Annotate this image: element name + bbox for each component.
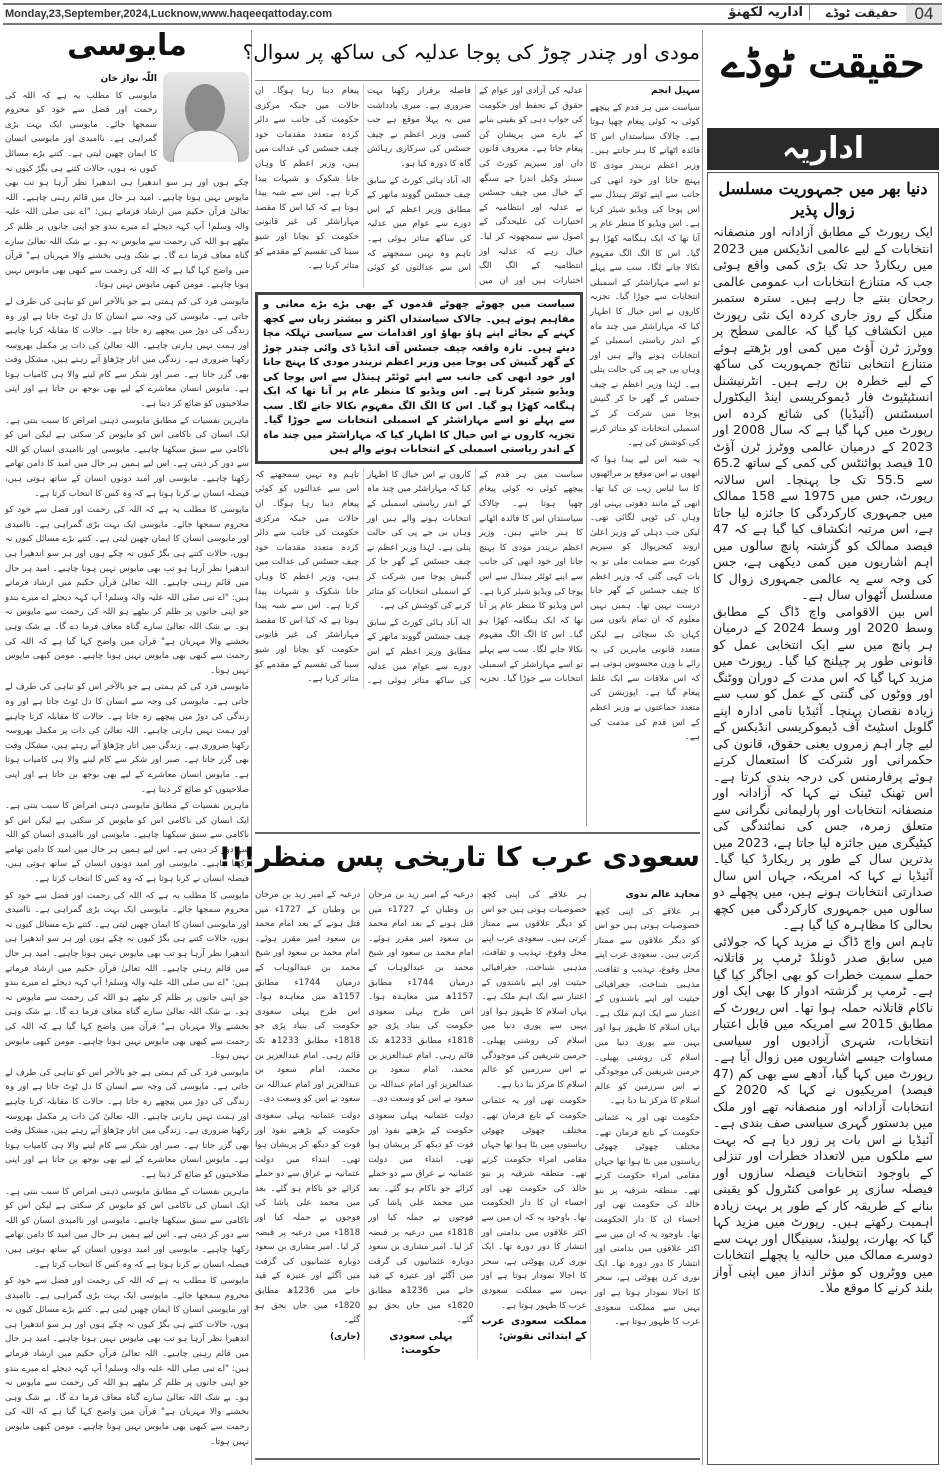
subheading: مملکت سعودی عرب کے ابتدائی نقوش: bbox=[481, 1316, 587, 1342]
section-title: اداریہ لکھنؤ bbox=[728, 5, 810, 20]
continued-label: (جاری) bbox=[330, 1331, 361, 1342]
newspaper-logo: حقیقت ٹوڈے bbox=[721, 40, 925, 87]
article-headline: مودی اور چندر چوڑ کی پوجا عدلیہ کی ساکھ پر سوال؟ bbox=[242, 40, 700, 64]
page-header bbox=[3, 3, 942, 25]
page-number: 04 bbox=[906, 5, 942, 23]
article-columns: عدلیہ کی آزادی اور عوام کے حقوق کے تحفظ اور حکومت کی جواب دہی کو یقینی بنانے کے بارے میں پریشان کن پیغام جاتا ہے۔ معروف قانون داں اور سپریم کورٹ کی سینئر وکیل اندرا جے سنگھ کے خیال میں چیف جسٹس نے عدلیہ اور انتظامیہ کے اختیارات کی علیحدگی کے اصول سے سمجھوتہ کر لیا۔ خیال رہے کہ عدلیہ اور انتظامیہ کے الگ الگ اختیارات ہیں اور ان میں فاصلہ برقرار رکھنا بہت ضروری ہے۔ میری یادداشت میں یہ پہلا موقع ہے جب کسی وزیر اعظم نے چیف جسٹس کی سرکاری رہائش گاہ کا دورہ کیا ہو۔ الہ آباد ہائی کورٹ کے سابق چیف جسٹس گووند ماتھر کے مطابق وزیر اعظم کے اس دورے سے عوام میں عدلیہ کی ساکھ متاثر ہوئی ہے۔ تاہم وہ نہیں سمجھتے کہ اس سے عدالتوں کو کوئی پیغام دینا رہا ہوگا۔ ان حالات میں جبکہ مرکزی حکومت کی جانب سے دائر کردہ متعدد مقدمات خود چیف جسٹس کی عدالت میں ہیں، وزیر اعظم کا وہاں جانا شکوک و شبہات پیدا کرتا ہے۔ اس سے شبہ پیدا ہوتا ہے کہ کیا اس کا مقصد مہاراشٹر کی غیر قانونی حکومت کو بچانا اور شیو سینا کی تقسیم کے مقدمے کو متاثر کرنا ہے۔ bbox=[255, 86, 583, 286]
article-left-area bbox=[255, 84, 583, 689]
article-columns: مجاہد عالم ندوی ہر علاقے کی اپنی کچھ خصوصیات ہوتی ہیں جو اس کو دیگر علاقوں سے ممتاز کرتی ہیں۔ سعودی عرب اپنے محل وقوع، تہذیب و ثقافت، مذہبی شناخت، جغرافیائی حیثیت اور اپنے باشندوں کے اعتبار سے ایک اہم ملک ہے۔ یہاں اسلام کا ظہور ہوا اور یہیں سے پوری دنیا میں اسلام کی روشنی پھیلی۔ حرمین شریفین کی موجودگی نے اس سرزمین کو عالم اسلام کا مرکز بنا دیا ہے۔ حکومت تھی اور یہ عثمانی حکومت کے تابع فرمان تھے۔ مختلف چھوٹی چھوٹی ریاستوں میں بٹا ہوا تھا جہاں مقامی امراء حکومت کرتے تھے۔ منطقہ شرقیہ پر بنو خالد کی حکومت تھی اور احساء ان کا دار الحکومت تھا۔ باوجود یہ کہ ان میں سے اکثر علاقوں میں بدامنی اور انتشار کا دور دورہ تھا۔ ایک نوری کرن پھوٹتی ہے، سحر کا اجالا نمودار ہوتا ہے اور یہیں سے مملکت سعودی عرب کا ظہور ہوتا ہے۔ ہر علاقے کی اپنی کچھ خصوصیات ہوتی ہیں جو اس کو دیگر علاقوں سے ممتاز کرتی ہیں۔ سعودی عرب اپنے محل وقوع، تہذیب و ثقافت، مذہبی شناخت، جغرافیائی حیثیت اور اپنے باشندوں کے اعتبار سے ایک اہم ملک ہے۔ یہاں اسلام کا ظہور ہوا اور یہیں سے پوری دنیا میں اسلام کی روشنی پھیلی۔ حرمین شریفین کی موجودگی نے اس سرزمین کو عالم اسلام کا مرکز بنا دیا ہے۔ حکومت تھی اور یہ عثمانی حکومت کے تابع فرمان تھے۔ مختلف چھوٹی چھوٹی ریاستوں میں بٹا ہوا تھا جہاں مقامی امراء حکومت کرتے تھے۔ منطقہ شرقیہ پر بنو خالد کی حکومت تھی اور احساء ان کا دار الحکومت تھا۔ باوجود یہ کہ ان میں سے اکثر علاقوں میں بدامنی اور انتشار کا دور دورہ تھا۔ ایک نوری کرن پھوٹتی ہے، سحر کا اجالا نمودار ہوتا ہے اور یہیں سے مملکت سعودی عرب کا ظہور ہوتا ہے۔ مملکت سعودی عرب کے ابتدائی نقوش: درعیہ کے امیر زید بن مرخان بن وطبان کے 1727ء میں قتل ہونے کے بعد امام محمد بن سعود امیر مقرر ہوئے۔ امام محمد بن سعود اور شیخ محمد بن عبدالوہاب کے درمیان 1744ء مطابق 1157ھ میں معاہدہ ہوا۔ اس طرح پہلی سعودی حکومت کی بنیاد پڑی جو 1818ء مطابق 1233ھ تک قائم رہی۔ امام عبدالعزیز بن محمد، امام سعود بن عبدالعزیز اور امام عبداللہ بن سعود نے اس کو وسعت دی۔ دولت عثمانیہ پہلی سعودی حکومت کے بڑھتے نفوذ اور قوت کو دیکھ کر پریشان ہوا تھی۔ ابتداء میں دولت عثمانیہ نے عراق سے دو حملے کرائے جو ناکام ہو گئے۔ بعد میں محمد علی پاشا کی فوجوں نے حملہ کیا اور 1818ء میں درعیہ پر قبضہ کر لیا۔ امیر مشاری بن سعود دوبارہ عثمانیوں کی گرفت میں آگئے اور عنیزہ کے قید خانے میں 1236ھ مطابق 1820ء میں جاں بحق ہو گئے۔ پہلی سعودی حکومت: درعیہ کے امیر زید بن مرخان بن وطبان کے 1727ء میں قتل ہونے کے بعد امام محمد بن سعود امیر مقرر ہوئے۔ امام محمد بن سعود اور شیخ محمد بن عبدالوہاب کے درمیان 1744ء مطابق 1157ھ میں معاہدہ ہوا۔ اس طرح پہلی سعودی حکومت کی بنیاد پڑی جو 1818ء مطابق 1233ھ تک قائم رہی۔ امام عبدالعزیز بن محمد، امام سعود بن عبدالعزیز اور امام عبداللہ بن سعود نے اس کو وسعت دی۔ دولت عثمانیہ پہلی سعودی حکومت کے بڑھتے نفوذ اور قوت کو دیکھ کر پریشان ہوا تھی۔ ابتداء میں دولت عثمانیہ نے عراق سے دو حملے کرائے جو ناکام ہو گئے۔ بعد میں محمد علی پاشا کی فوجوں نے حملہ کیا اور 1818ء میں درعیہ پر قبضہ کر لیا۔ امیر مشاری بن سعود دوبارہ عثمانیوں کی گرفت میں آگئے اور عنیزہ کے قید خانے میں 1236ھ مطابق 1820ء میں جاں بحق ہو گئے۔ (جاری) bbox=[255, 888, 700, 1359]
article-column: سہیل انجم سیاست میں ہر قدم کے پیچھے کوئی نہ کوئی پیغام چھپا ہوتا ہے۔ چالاک سیاستداں اس کا فائدہ اٹھانے کا ہنر جانتے ہیں۔ وزیر اعظم نریندر مودی کا پہنچ جانا اور خود انھی کی جانب سے اپنے ٹوئٹر ہینڈل سے اس پوجا کی ویڈیو شیئر کرنا ہے۔ اس ویڈیو کا منظر عام پر آنا تھا کہ ایک ہنگامہ کھڑا ہو گیا۔ اس کا الگ الگ مفہوم نکالا جانے لگا۔ سب سے پہلے تو اسے مہاراشٹر کے اسمبلی انتخابات سے جوڑا گیا۔ تجزیہ کاروں نے اس خیال کا اظہار کیا کہ مہاراشٹر میں چند ماہ کے اندر ریاستی اسمبلی کے انتخابات ہونے والے ہیں اور وہاں بی جے پی کی حالت پتلی ہے۔ لہٰذا وزیر اعظم نے چیف جسٹس کے گھر جا کر گنیش پوجا میں شرکت کر کے اسمبلی انتخابات کو متاثر کرنے کی کوشش کی ہے۔ یہ شبہ اس لیے پیدا ہوا کہ انھوں نے اس موقع پر مراٹھیوں کا سا لباس زیب تن کیا تھا۔ انھی کے مانند دھوتی پہنی اور وہاں کی ٹوپی لگائی تھی۔ لیکن جب دہلی کے وزیر اعلیٰ اروند کیجریوال کو سپریم کورٹ سے ضمانت ملی تو یہ بات کہی گئی کہ وزیر اعظم کا چیف جسٹس کے گھر جانا درست نہیں تھا۔ ہمیں نہیں معلوم کہ ان تمام باتوں میں کہاں تک سچائی ہے لیکن متعدد قانونی ماہرین کی یہ رائے با وزن محسوس ہوتی ہے کہ اس ملاقات سے ایک غلط پیغام گیا ہے۔ اپوزیشن کی متعدد جماعتوں نے وزیر اعظم کے اس قدم کی مذمت کی ہے۔ bbox=[590, 86, 700, 743]
author-photo bbox=[163, 72, 249, 162]
column-divider bbox=[251, 30, 252, 1465]
column-title: مایوسی bbox=[67, 28, 187, 63]
divider bbox=[255, 80, 700, 81]
editorial-box bbox=[707, 172, 939, 1465]
author-name: اللّٰہ نواز خان bbox=[100, 74, 157, 84]
subheading: پہلی سعودی حکومت: bbox=[389, 1330, 453, 1357]
highlight-quote-box: سیاست میں چھوٹے چھوٹے قدموں کے بھی بڑے بڑے معانی و مفاہیم ہوتے ہیں۔ چالاک سیاستداں اکثر و بیشتر زبان سے کچھ کہنے کے بجائے اپنے ہاؤ بھاؤ اور اقدامات سے سیاسی تہلکہ مچا دیتے ہیں۔ تازہ واقعہ چیف جسٹس آف انڈیا ڈی وائی چندر چوڑ کے گھر گنیش کی پوجا میں وزیر اعظم نریندر مودی کا پہنچ جانا اور خود انھی کی جانب سے اپنے ٹوئٹر ہینڈل سے اس پوجا کی ویڈیو شیئر کرنا ہے۔ اس ویڈیو کا منظر عام پر آنا تھا کہ ایک ہنگامہ کھڑا ہو گیا۔ اس کا الگ الگ مفہوم نکالا جانے لگا۔ سب سے پہلے تو اسے مہاراشٹر کے اسمبلی انتخابات سے جوڑا گیا۔ تجزیہ کاروں نے اس خیال کا اظہار کیا کہ مہاراشٹر میں چند ماہ کے اندر ریاستی اسمبلی کے انتخابات ہونے والے ہیں bbox=[255, 292, 583, 464]
column-text: اللّٰہ نواز خان مایوسی کا مطلب یہ ہے کہ اللہ کی رحمت اور فضل سے خود کو محروم سمجھا جائے۔ مایوسی ایک بہت بڑی گمراہی ہے۔ ناامیدی اور مایوسی انسان کا ایمان چھین لیتی ہے۔ کتنے بڑے مسائل کیوں نہ ہوں، حالات کتنے ہی بگڑ کیوں نہ چکے ہوں اور ہر سو اندھیرا ہی اندھیرا نظر آرہا ہو تب بھی مایوس نہیں ہونا چاہیے۔ امید ہر حال میں قائم رہنی چاہیے۔ اللہ تعالیٰ قرآن حکیم میں ارشاد فرماتے ہیں: "اے نبی صلی اللہ علیہ والہ وسلم! آپ کہہ دیجئے اے میرے بندو جو اپنی جانوں پر ظلم کر بیٹھے ہو اللہ کی رحمت سے مایوس نہ ہو۔ بے شک اللہ تعالیٰ سارے گناہ معاف فرما دے گا۔ بے شک وہی بخشنے والا مہربان ہے" قرآن میں واضح کہا گیا ہے کہ اللہ کی رحمت سے کبھی بھی مایوس نہیں ہونا چاہیے۔ مومن کبھی مایوس نہیں ہوتا۔ مایوسی فرد کی کم ہمتی ہے جو بالآخر اس کو تباہی کی طرف لے جاتی ہے۔ مایوسی کی وجہ سے انسان کا دل ٹوٹ جاتا ہے اور وہ زندگی کی دوڑ میں پیچھے رہ جاتا ہے۔ حالات کا مقابلہ کرنا چاہیے اور ہمت نہیں ہارنی چاہیے۔ اللہ تعالیٰ کی ذات پر مکمل بھروسہ رکھنا ضروری ہے۔ زندگی میں اتار چڑھاؤ آتے رہتے ہیں، مشکل وقت بھی گزر جاتا ہے۔ صبر اور شکر سے کام لینے والا ہی کامیاب ہوتا ہے۔ مایوس انسان معاشرے کے لیے بھی بوجھ بن جاتا ہے اور اپنی صلاحیتوں کو ضائع کر دیتا ہے۔ ماہرین نفسیات کے مطابق مایوسی ذہنی امراض کا سبب بنتی ہے۔ ایک انسان کی ناکامی اس کو مایوس کر سکتی ہے لیکن اس کو ناکامی سے سبق سیکھنا چاہیے۔ مایوسی اور ناامیدی انسان کو اللہ سے دور کر دیتی ہے۔ اس لیے ہمیں ہر حال میں امید کا دامن تھامے رکھنا چاہیے۔ مایوسی اور امید دونوں انسان کے ساتھ ہوتی ہیں، فیصلہ انسان نے کرنا ہوتا ہے کہ وہ کس کا انتخاب کرتا ہے۔ مایوسی کا مطلب یہ ہے کہ اللہ کی رحمت اور فضل سے خود کو محروم سمجھا جائے۔ مایوسی ایک بہت بڑی گمراہی ہے۔ ناامیدی اور مایوسی انسان کا ایمان چھین لیتی ہے۔ کتنے بڑے مسائل کیوں نہ ہوں، حالات کتنے ہی بگڑ کیوں نہ چکے ہوں اور ہر سو اندھیرا ہی اندھیرا نظر آرہا ہو تب بھی مایوس نہیں ہونا چاہیے۔ امید ہر حال میں قائم رہنی چاہیے۔ اللہ تعالیٰ قرآن حکیم میں ارشاد فرماتے ہیں: "اے نبی صلی اللہ علیہ والہ وسلم! آپ کہہ دیجئے اے میرے بندو جو اپنی جانوں پر ظلم کر بیٹھے ہو اللہ کی رحمت سے مایوس نہ ہو۔ بے شک اللہ تعالیٰ سارے گناہ معاف فرما دے گا۔ بے شک وہی بخشنے والا مہربان ہے" قرآن میں واضح کہا گیا ہے کہ اللہ کی رحمت سے کبھی بھی مایوس نہیں ہونا چاہیے۔ مومن کبھی مایوس نہیں ہوتا۔ مایوسی فرد کی کم ہمتی ہے جو بالآخر اس کو تباہی کی طرف لے جاتی ہے۔ مایوسی کی وجہ سے انسان کا دل ٹوٹ جاتا ہے اور وہ زندگی کی دوڑ میں پیچھے رہ جاتا ہے۔ حالات کا مقابلہ کرنا چاہیے اور ہمت نہیں ہارنی چاہیے۔ اللہ تعالیٰ کی ذات پر مکمل بھروسہ رکھنا ضروری ہے۔ زندگی میں اتار چڑھاؤ آتے رہتے ہیں، مشکل وقت بھی گزر جاتا ہے۔ صبر اور شکر سے کام لینے والا ہی کامیاب ہوتا ہے۔ مایوس انسان معاشرے کے لیے بھی بوجھ بن جاتا ہے اور اپنی صلاحیتوں کو ضائع کر دیتا ہے۔ ماہرین نفسیات کے مطابق مایوسی ذہنی امراض کا سبب بنتی ہے۔ ایک انسان کی ناکامی اس کو مایوس کر سکتی ہے لیکن اس کو ناکامی سے سبق سیکھنا چاہیے۔ مایوسی اور ناامیدی انسان کو اللہ سے دور کر دیتی ہے۔ اس لیے ہمیں ہر حال میں امید کا دامن تھامے رکھنا چاہیے۔ مایوسی اور امید دونوں انسان کے ساتھ ہوتی ہیں، فیصلہ انسان نے کرنا ہوتا ہے کہ وہ کس کا انتخاب کرتا ہے۔ مایوسی کا مطلب یہ ہے کہ اللہ کی رحمت اور فضل سے خود کو محروم سمجھا جائے۔ مایوسی ایک بہت بڑی گمراہی ہے۔ ناامیدی اور مایوسی انسان کا ایمان چھین لیتی ہے۔ کتنے بڑے مسائل کیوں نہ ہوں، حالات کتنے ہی بگڑ کیوں نہ چکے ہوں اور ہر سو اندھیرا ہی اندھیرا نظر آرہا ہو تب بھی مایوس نہیں ہونا چاہیے۔ امید ہر حال میں قائم رہنی چاہیے۔ اللہ تعالیٰ قرآن حکیم میں ارشاد فرماتے ہیں: "اے نبی صلی اللہ علیہ والہ وسلم! آپ کہہ دیجئے اے میرے بندو جو اپنی جانوں پر ظلم کر بیٹھے ہو اللہ کی رحمت سے مایوس نہ ہو۔ بے شک اللہ تعالیٰ سارے گناہ معاف فرما دے گا۔ بے شک وہی بخشنے والا مہربان ہے" قرآن میں واضح کہا گیا ہے کہ اللہ کی رحمت سے کبھی بھی مایوس نہیں ہونا چاہیے۔ مومن کبھی مایوس نہیں ہوتا۔ مایوسی فرد کی کم ہمتی ہے جو بالآخر اس کو تباہی کی طرف لے جاتی ہے۔ مایوسی کی وجہ سے انسان کا دل ٹوٹ جاتا ہے اور وہ زندگی کی دوڑ میں پیچھے رہ جاتا ہے۔ حالات کا مقابلہ کرنا چاہیے اور ہمت نہیں ہارنی چاہیے۔ اللہ تعالیٰ کی ذات پر مکمل بھروسہ رکھنا ضروری ہے۔ زندگی میں اتار چڑھاؤ آتے رہتے ہیں، مشکل وقت بھی گزر جاتا ہے۔ صبر اور شکر سے کام لینے والا ہی کامیاب ہوتا ہے۔ مایوس انسان معاشرے کے لیے بھی بوجھ بن جاتا ہے اور اپنی صلاحیتوں کو ضائع کر دیتا ہے۔ ماہرین نفسیات کے مطابق مایوسی ذہنی امراض کا سبب بنتی ہے۔ ایک انسان کی ناکامی اس کو مایوس کر سکتی ہے لیکن اس کو ناکامی سے سبق سیکھنا چاہیے۔ مایوسی اور ناامیدی انسان کو اللہ سے دور کر دیتی ہے۔ اس لیے ہمیں ہر حال میں امید کا دامن تھامے رکھنا چاہیے۔ مایوسی اور امید دونوں انسان کے ساتھ ہوتی ہیں، فیصلہ انسان نے کرنا ہوتا ہے کہ وہ کس کا انتخاب کرتا ہے۔ مایوسی کا مطلب یہ ہے کہ اللہ کی رحمت اور فضل سے خود کو محروم سمجھا جائے۔ مایوسی ایک بہت بڑی گمراہی ہے۔ ناامیدی اور مایوسی انسان کا ایمان چھین لیتی ہے۔ کتنے بڑے مسائل کیوں نہ ہوں، حالات کتنے ہی بگڑ کیوں نہ چکے ہوں اور ہر سو اندھیرا ہی اندھیرا نظر آرہا ہو تب بھی مایوس نہیں ہونا چاہیے۔ امید ہر حال میں قائم رہنی چاہیے۔ اللہ تعالیٰ قرآن حکیم میں ارشاد فرماتے ہیں: "اے نبی صلی اللہ علیہ والہ وسلم! آپ کہہ دیجئے اے میرے بندو جو اپنی جانوں پر ظلم کر بیٹھے ہو اللہ کی رحمت سے مایوس نہ ہو۔ بے شک اللہ تعالیٰ سارے گناہ معاف فرما دے گا۔ بے شک وہی بخشنے والا مہربان ہے" قرآن میں واضح کہا گیا ہے کہ اللہ کی رحمت سے کبھی بھی مایوس نہیں ہونا چاہیے۔ مومن کبھی مایوس نہیں ہوتا۔ bbox=[5, 74, 249, 1447]
newspaper-logo: حقیقت ٹوڈے bbox=[825, 6, 898, 20]
divider bbox=[255, 832, 700, 834]
editorial-headline: دنیا بھر میں جمہوریت مسلسل زوال پذیر bbox=[718, 179, 928, 219]
editorial-text: ایک رپورٹ کے مطابق آزادانہ اور منصفانہ انتخابات کے لیے عالمی انڈیکس میں 2023 میں ریکارڈ حد تک بڑی کمی واقع ہوئی جب کہ متنازع انتخابات اب عمومی عالمی رجحان بنتے جا رہے ہیں۔ سترہ ستمبر منگل کے روز جاری کردہ ایک نئی رپورٹ میں انکشاف کیا گیا کہ عالمی سطح پر ووٹرز ٹرن آؤٹ میں کمی اور بڑھتے ہوئے متنازع انتخابی نتائج جمہوریت کی ساکھ کے لیے خطرہ بن رہے ہیں۔ انٹرنیشنل انسٹیٹیوٹ فار ڈیموکریسی اینڈ الیکٹورل اسسٹنس (آئیڈیا) کی شائع کردہ اس رپورٹ میں کہا گیا ہے کہ سال 2008 اور 2023 کے درمیان عالمی ووٹرز ٹرن آؤٹ 10 فیصد پوائنٹس کی کمی کے ساتھ 65.2 سے 55.5 تک جا پہنچا۔ اس سالانہ رپورٹ، جس میں 1975 سے 158 ممالک میں جمہوری کارکردگی کا جائزہ لیا جاتا ہے، اس مرتبہ انکشاف کیا گیا ہے کہ 47 فیصد ممالک کو گزشتہ پانچ سالوں میں اہم اشاریوں میں کمی دیکھی ہے، جس کی وجہ سے یہ عالمی جمہوری زوال کا مسلسل آٹھواں سال ہے۔ اس بین الاقوامی واچ ڈاگ کے مطابق وسط 2020 اور وسط 2024 کے درمیان ہر پانچ میں سے ایک انتخابی عمل کو قانونی طور پر چیلنج کیا گیا۔ رپورٹ میں مزید کہا گیا کہ اس مدت کے دوران ووٹنگ اور ووٹوں کی گنتی کے عمل کو سب سے زیادہ نقصان پہنچا۔ آئیڈیا نامی ادارہ اپنے گلوبل اسٹیٹ آف ڈیموکریسی انڈیکس کے لیے چار اہم زمروں یعنی حقوق، قانون کی حکمرانی اور شرکت کا استعمال کرتے ہوئے پرفارمنس کی درجہ بندی کرتا ہے۔ اس تھنک ٹینک نے کہا کہ آزادانہ اور منصفانہ انتخابات اور پارلیمانی نگرانی سے متعلق زمرہ، جس کی نمائندگی کی کیٹیگری میں جائزہ لیا جاتا ہے، 2023 میں بدترین سال کے طور پر ریکارڈ کیا گیا۔ آئیڈیا نے کہا کہ امریکہ، جہاں اس سال صدارتی انتخابات ہونے ہیں، میں پچھلے دو سالوں میں جمہوری کارکردگی میں کچھ بحالی کا مظاہرہ کیا گیا ہے۔ تاہم اس واچ ڈاگ نے مزید کہا کہ جولائی میں سابق صدر ڈونلڈ ٹرمپ پر قاتلانہ حملے سمیت خطرات کو بھی اجاگر کیا گیا ہے۔ ٹرمپ پر گزشتہ ادوار کا بھی ایک اور ناکام قاتلانہ حملہ ہوا تھا۔ اس رپورٹ کے مطابق 2015 سے امریکہ میں قابل اعتبار انتخابات، شہری آزادیوں اور سیاسی مساوات جیسے اشاریوں میں زوال آیا ہے۔ رپورٹ میں کہا گیا، آدھے سے بھی کم (47 فیصد) امریکیوں نے کہا کہ 2020 کے انتخابات آزادانہ اور منصفانہ تھے اور ملک میں بدستور گہری سیاسی صف بندی ہے۔ آئیڈیا نے اس بات پر زور دیا ہے کہ بہت سے ملکوں میں لاتعداد خطرات اور تنزلی کے باوجود انتخابات فیصلہ سازوں اور فیصلہ سازی پر عوامی کنٹرول کو یقینی بنانے کے طریقہ کار کے طور پر بہت زیادہ اہمیت رکھتے ہیں۔ رپورٹ میں مزید کہا گیا کہ بھارت، پولینڈ، سینیگال اور بہت سے دوسرے ممالک میں حالیہ یا پچھلے انتخابات میں ووٹروں کو مؤثر انداز میں اپنی آواز بلند کرنے کا موقع ملا۔ bbox=[713, 224, 934, 1295]
article-columns: سیاست میں ہر قدم کے پیچھے کوئی نہ کوئی پیغام چھپا ہوتا ہے۔ چالاک سیاستداں اس کا فائدہ اٹھانے کا ہنر جانتے ہیں۔ وزیر اعظم نریندر مودی کا پہنچ جانا اور خود انھی کی جانب سے اپنے ٹوئٹر ہینڈل سے اس پوجا کی ویڈیو شیئر کرنا ہے۔ اس ویڈیو کا منظر عام پر آنا تھا کہ ایک ہنگامہ کھڑا ہو گیا۔ اس کا الگ الگ مفہوم نکالا جانے لگا۔ سب سے پہلے تو اسے مہاراشٹر کے اسمبلی انتخابات سے جوڑا گیا۔ تجزیہ کاروں نے اس خیال کا اظہار کیا کہ مہاراشٹر میں چند ماہ کے اندر ریاستی اسمبلی کے انتخابات ہونے والے ہیں اور وہاں بی جے پی کی حالت پتلی ہے۔ لہٰذا وزیر اعظم نے چیف جسٹس کے گھر جا کر گنیش پوجا میں شرکت کر کے اسمبلی انتخابات کو متاثر کرنے کی کوشش کی ہے۔ الہ آباد ہائی کورٹ کے سابق چیف جسٹس گووند ماتھر کے مطابق وزیر اعظم کے اس دورے سے عوام میں عدلیہ کی ساکھ متاثر ہوئی ہے۔ تاہم وہ نہیں سمجھتے کہ اس سے عدالتوں کو کوئی پیغام دینا رہا ہوگا۔ ان حالات میں جبکہ مرکزی حکومت کی جانب سے دائر کردہ متعدد مقدمات خود چیف جسٹس کی عدالت میں ہیں، وزیر اعظم کا وہاں جانا شکوک و شبہات پیدا کرتا ہے۔ اس سے شبہ پیدا ہوتا ہے کہ کیا اس کا مقصد مہاراشٹر کی غیر قانونی حکومت کو بچانا اور شیو سینا کی تقسیم کے مقدمے کو متاثر کرنا ہے۔ bbox=[255, 469, 583, 687]
author-name: مجاہد عالم ندوی bbox=[625, 890, 700, 900]
editorial-label: اداریہ bbox=[707, 128, 939, 170]
column-divider bbox=[702, 30, 703, 1465]
divider bbox=[255, 1458, 700, 1460]
article-headline: سعودی عرب کا تاریخی پس منظر!!! bbox=[218, 842, 700, 873]
column-divider bbox=[586, 84, 587, 826]
author-name: سہیل انجم bbox=[651, 86, 700, 96]
date-line: Monday,23,September,2024,Lucknow,www.haqeeqattoday.com bbox=[5, 8, 333, 20]
